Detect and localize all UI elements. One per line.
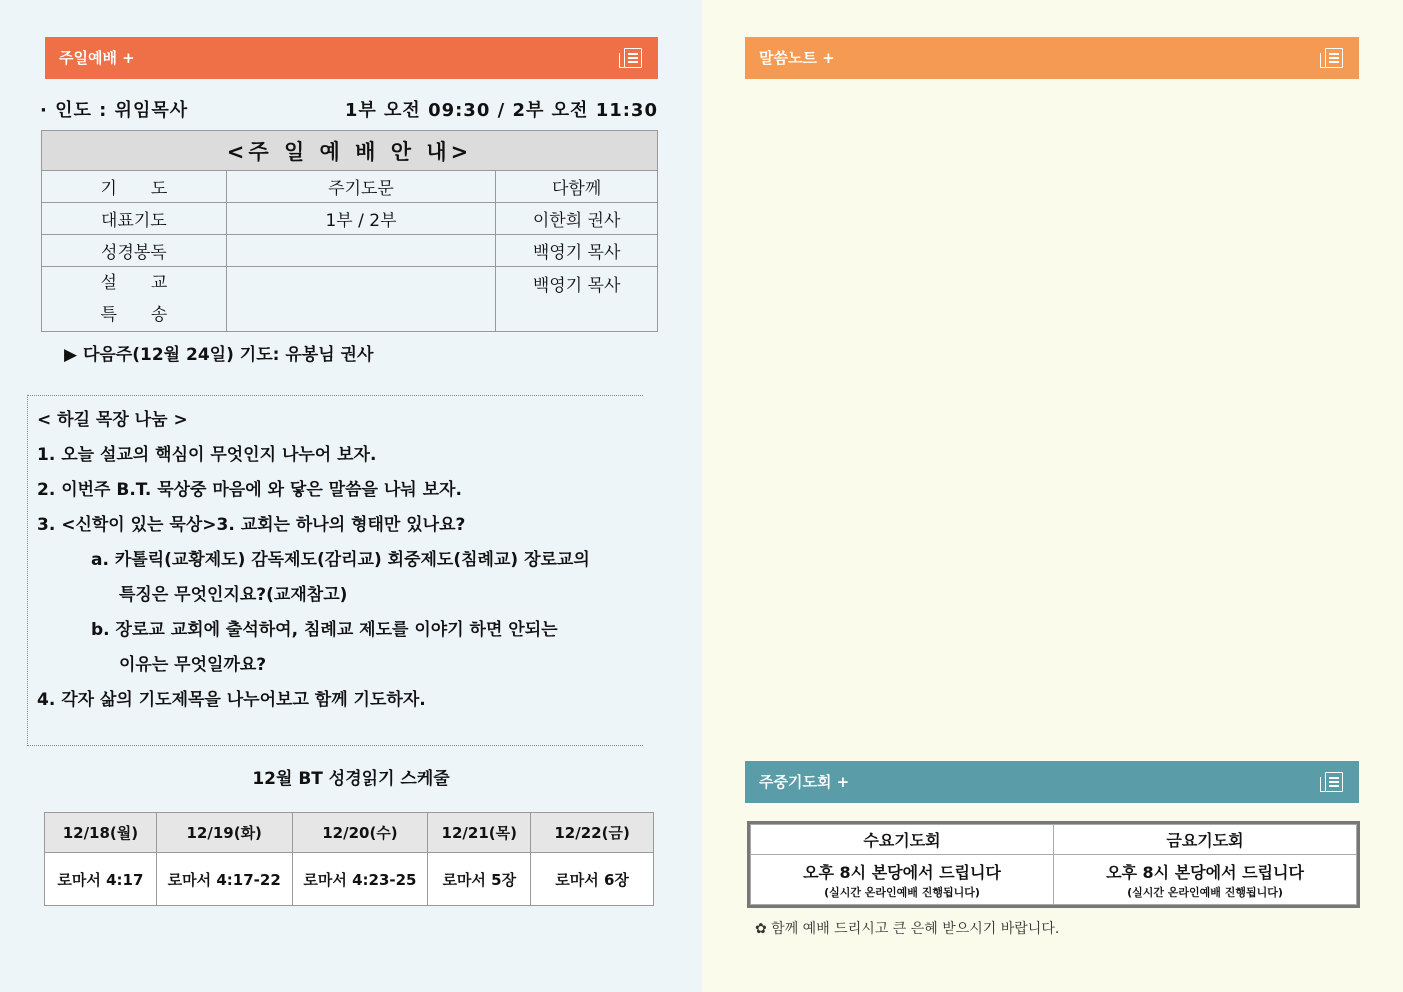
schedule-reading: 로마서 4:17-22 (156, 853, 292, 906)
schedule-reading: 로마서 5장 (428, 853, 531, 906)
schedule-date: 12/22(금) (531, 813, 654, 853)
service-person: 다함께 (496, 171, 658, 203)
closing-note: ✿ 함께 예배 드리시고 큰 은혜 받으시기 바랍니다. (755, 921, 1060, 937)
table-row (42, 203, 658, 235)
list-item: 이유는 무엇일까요? (119, 655, 267, 675)
sermon-notes-header-title: 말씀노트 + (759, 49, 835, 67)
next-week-prayer: ▶ 다음주(12월 24일) 기도: 유봉님 권사 (64, 345, 374, 365)
table-row (751, 855, 1357, 905)
fri-prayer-online: (실시간 온라인예배 진행됩니다) (1127, 885, 1283, 899)
table-row (42, 267, 658, 332)
service-person: 이한희 권사 (496, 203, 658, 235)
sermon-notes-header[interactable] (745, 37, 1359, 79)
service-detail (226, 267, 496, 332)
sunday-worship-header[interactable] (45, 37, 658, 79)
schedule-table (44, 812, 654, 906)
list-item: 4. 각자 삶의 기도제목을 나누어보고 함께 기도하자. (37, 690, 426, 710)
sermon-label: 설 교 (100, 273, 168, 293)
list-item: 3. <신학이 있는 묵상>3. 교회는 하나의 형태만 있나요? (37, 515, 466, 535)
wed-prayer-time: 오후 8시 본당에서 드립니다 (803, 862, 1001, 882)
leader-text: · 인도 : 위임목사 (40, 100, 189, 121)
service-item: 기 도 (42, 171, 227, 203)
cell-sharing-box (27, 395, 643, 746)
schedule-reading: 로마서 4:17 (45, 853, 157, 906)
service-table-title: <주 일 예 배 안 내> (42, 131, 658, 171)
schedule-date: 12/19(화) (156, 813, 292, 853)
schedule-date: 12/21(목) (428, 813, 531, 853)
service-item: 성경봉독 (42, 235, 227, 267)
service-item (42, 267, 227, 332)
fri-prayer-title: 금요기도회 (1054, 825, 1357, 855)
list-item: a. 카톨릭(교황제도) 감독제도(감리교) 회중제도(침례교) 장로교의 (91, 550, 590, 570)
sunday-worship-header-title: 주일예배 + (59, 49, 135, 67)
table-row (751, 825, 1357, 855)
table-row (42, 235, 658, 267)
list-item: 특징은 무엇인지요?(교재참고) (119, 585, 348, 605)
document-icon[interactable] (1325, 48, 1343, 68)
schedule-date: 12/20(수) (292, 813, 428, 853)
service-times: 1부 오전 09:30 / 2부 오전 11:30 (344, 100, 658, 121)
service-detail: 주기도문 (226, 171, 496, 203)
service-person: 백영기 목사 (496, 235, 658, 267)
schedule-date: 12/18(월) (45, 813, 157, 853)
wed-prayer-online: (실시간 온라인예배 진행됩니다) (824, 885, 980, 899)
leader-line (40, 96, 658, 122)
service-item: 대표기도 (42, 203, 227, 235)
table-row (42, 171, 658, 203)
fri-prayer-info (1054, 855, 1357, 905)
wed-prayer-title: 수요기도회 (751, 825, 1054, 855)
list-item: 1. 오늘 설교의 핵심이 무엇인지 나누어 보자. (37, 445, 377, 465)
schedule-reading: 로마서 6장 (531, 853, 654, 906)
list-item: b. 장로교 교회에 출석하여, 침례교 제도를 이야기 하면 안되는 (91, 620, 558, 640)
service-detail (226, 235, 496, 267)
schedule-title: 12월 BT 성경읽기 스케줄 (252, 769, 450, 789)
schedule-reading: 로마서 4:23-25 (292, 853, 428, 906)
prayer-meeting-box (747, 821, 1360, 908)
service-person: 백영기 목사 (496, 267, 658, 332)
list-item: 2. 이번주 B.T. 묵상중 마음에 와 닿은 말씀을 나눠 보자. (37, 480, 462, 500)
document-icon[interactable] (624, 48, 642, 68)
special-song-label: 특 송 (100, 305, 168, 325)
service-detail: 1부 / 2부 (226, 203, 496, 235)
weekday-prayer-header[interactable] (745, 761, 1359, 803)
document-icon[interactable] (1325, 772, 1343, 792)
sharing-title: < 하길 목장 나눔 > (37, 410, 188, 430)
table-row (45, 853, 654, 906)
fri-prayer-time: 오후 8시 본당에서 드립니다 (1106, 862, 1304, 882)
table-row (45, 813, 654, 853)
wed-prayer-info (751, 855, 1054, 905)
weekday-prayer-header-title: 주중기도회 + (759, 773, 850, 791)
service-table (41, 130, 658, 332)
